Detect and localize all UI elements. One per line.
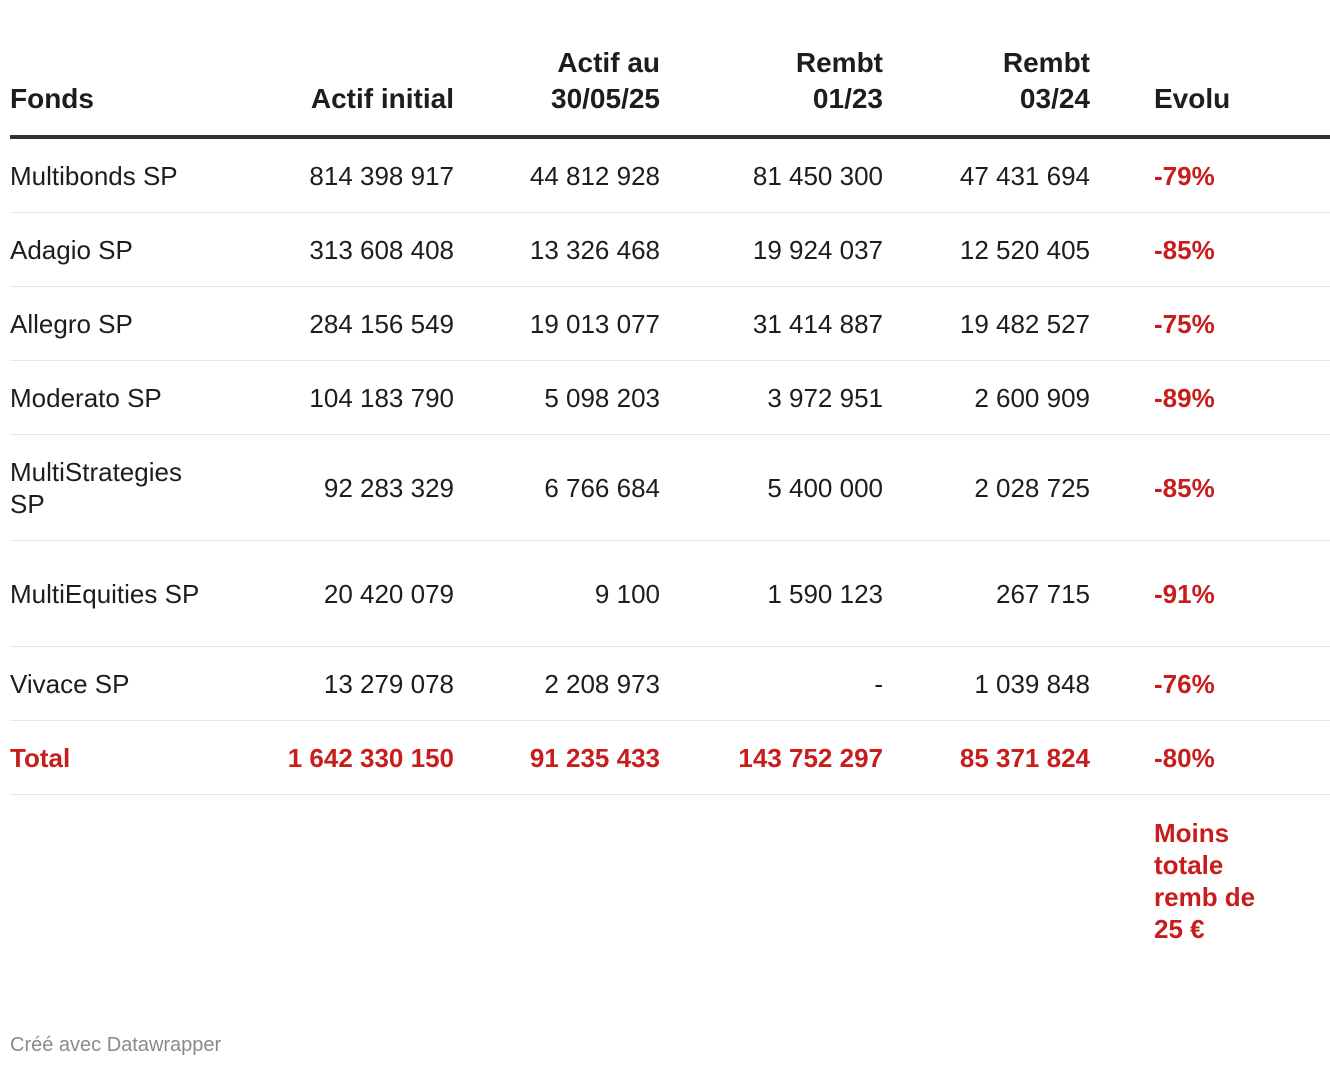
note-spacer <box>883 795 1090 1008</box>
cell-rembt-0324: 267 715 <box>883 541 1090 647</box>
cell-rembt-0324: 19 482 527 <box>883 287 1090 361</box>
cell-fonds: Allegro SP <box>10 287 220 361</box>
cell-fonds: Moderato SP <box>10 361 220 435</box>
header-rembt-0324-line1: Rembt <box>1002 47 1090 78</box>
note-spacer <box>10 795 220 1008</box>
header-rembt-0324[interactable] <box>883 0 1090 137</box>
cell-fonds: MultiEquities SP <box>10 541 220 647</box>
cell-evolution: -79% <box>1090 137 1330 213</box>
cell-evolution: -85% <box>1090 213 1330 287</box>
header-actif-3005[interactable] <box>454 0 660 137</box>
cell-actif-initial: 20 420 079 <box>220 541 454 647</box>
cell-actif-3005: 44 812 928 <box>454 137 660 213</box>
cell-actif-initial: 104 183 790 <box>220 361 454 435</box>
cell-actif-initial: 284 156 549 <box>220 287 454 361</box>
total-evolution: -80% <box>1090 721 1330 795</box>
header-actif-3005-line2: 30/05/25 <box>551 83 660 114</box>
cell-fonds: Vivace SP <box>10 647 220 721</box>
header-row <box>10 0 1330 137</box>
total-rembt-0324: 85 371 824 <box>883 721 1090 795</box>
note-spacer <box>220 795 454 1008</box>
cell-rembt-0324: 2 600 909 <box>883 361 1090 435</box>
cell-evolution: -76% <box>1090 647 1330 721</box>
total-actif-3005: 91 235 433 <box>454 721 660 795</box>
cell-rembt-0123: 1 590 123 <box>660 541 883 647</box>
table-row <box>10 541 1330 647</box>
data-table-container <box>10 0 1256 1007</box>
table-row <box>10 361 1330 435</box>
table-row <box>10 137 1330 213</box>
cell-actif-initial: 313 608 408 <box>220 213 454 287</box>
cell-rembt-0123: 81 450 300 <box>660 137 883 213</box>
cell-rembt-0123: 3 972 951 <box>660 361 883 435</box>
note-cell <box>1090 795 1330 1008</box>
cell-evolution: -85% <box>1090 435 1330 541</box>
header-rembt-0123-line2: 01/23 <box>812 83 883 114</box>
evolution-note: Moins totale remb de 25 € <box>1154 818 1256 944</box>
total-row <box>10 721 1330 795</box>
cell-actif-initial: 92 283 329 <box>220 435 454 541</box>
table-row <box>10 435 1330 541</box>
table-row <box>10 287 1330 361</box>
total-rembt-0123: 143 752 297 <box>660 721 883 795</box>
cell-rembt-0123: - <box>660 647 883 721</box>
cell-actif-3005: 6 766 684 <box>454 435 660 541</box>
table-row <box>10 647 1330 721</box>
cell-fonds: MultiStrategies SP <box>10 435 220 541</box>
header-fonds[interactable]: Fonds <box>10 0 220 137</box>
cell-rembt-0324: 12 520 405 <box>883 213 1090 287</box>
header-actif-3005-line1: Actif au <box>557 47 660 78</box>
funds-table <box>10 0 1330 1007</box>
cell-evolution: -75% <box>1090 287 1330 361</box>
table-header <box>10 0 1330 137</box>
cell-rembt-0324: 1 039 848 <box>883 647 1090 721</box>
cell-actif-initial: 13 279 078 <box>220 647 454 721</box>
cell-actif-3005: 5 098 203 <box>454 361 660 435</box>
datawrapper-credit[interactable]: Créé avec Datawrapper <box>10 1034 222 1056</box>
header-actif-initial[interactable]: Actif initial <box>220 0 454 137</box>
cell-evolution: -89% <box>1090 361 1330 435</box>
cell-fonds: Multibonds SP <box>10 137 220 213</box>
cell-actif-3005: 19 013 077 <box>454 287 660 361</box>
note-spacer <box>660 795 883 1008</box>
cell-rembt-0123: 5 400 000 <box>660 435 883 541</box>
cell-evolution: -91% <box>1090 541 1330 647</box>
cell-rembt-0123: 19 924 037 <box>660 213 883 287</box>
header-rembt-0324-line2: 03/24 <box>1019 83 1090 114</box>
note-spacer <box>454 795 660 1008</box>
cell-actif-3005: 9 100 <box>454 541 660 647</box>
cell-fonds: Adagio SP <box>10 213 220 287</box>
table-row <box>10 213 1330 287</box>
note-row <box>10 795 1330 1008</box>
total-label: Total <box>10 721 220 795</box>
header-rembt-0123[interactable] <box>660 0 883 137</box>
cell-actif-3005: 2 208 973 <box>454 647 660 721</box>
table-body <box>10 137 1330 1007</box>
cell-rembt-0324: 47 431 694 <box>883 137 1090 213</box>
header-rembt-0123-line1: Rembt <box>795 47 883 78</box>
cell-actif-3005: 13 326 468 <box>454 213 660 287</box>
cell-rembt-0123: 31 414 887 <box>660 287 883 361</box>
cell-rembt-0324: 2 028 725 <box>883 435 1090 541</box>
cell-actif-initial: 814 398 917 <box>220 137 454 213</box>
header-evolution[interactable]: Evolu <box>1090 0 1330 137</box>
total-actif-initial: 1 642 330 150 <box>220 721 454 795</box>
